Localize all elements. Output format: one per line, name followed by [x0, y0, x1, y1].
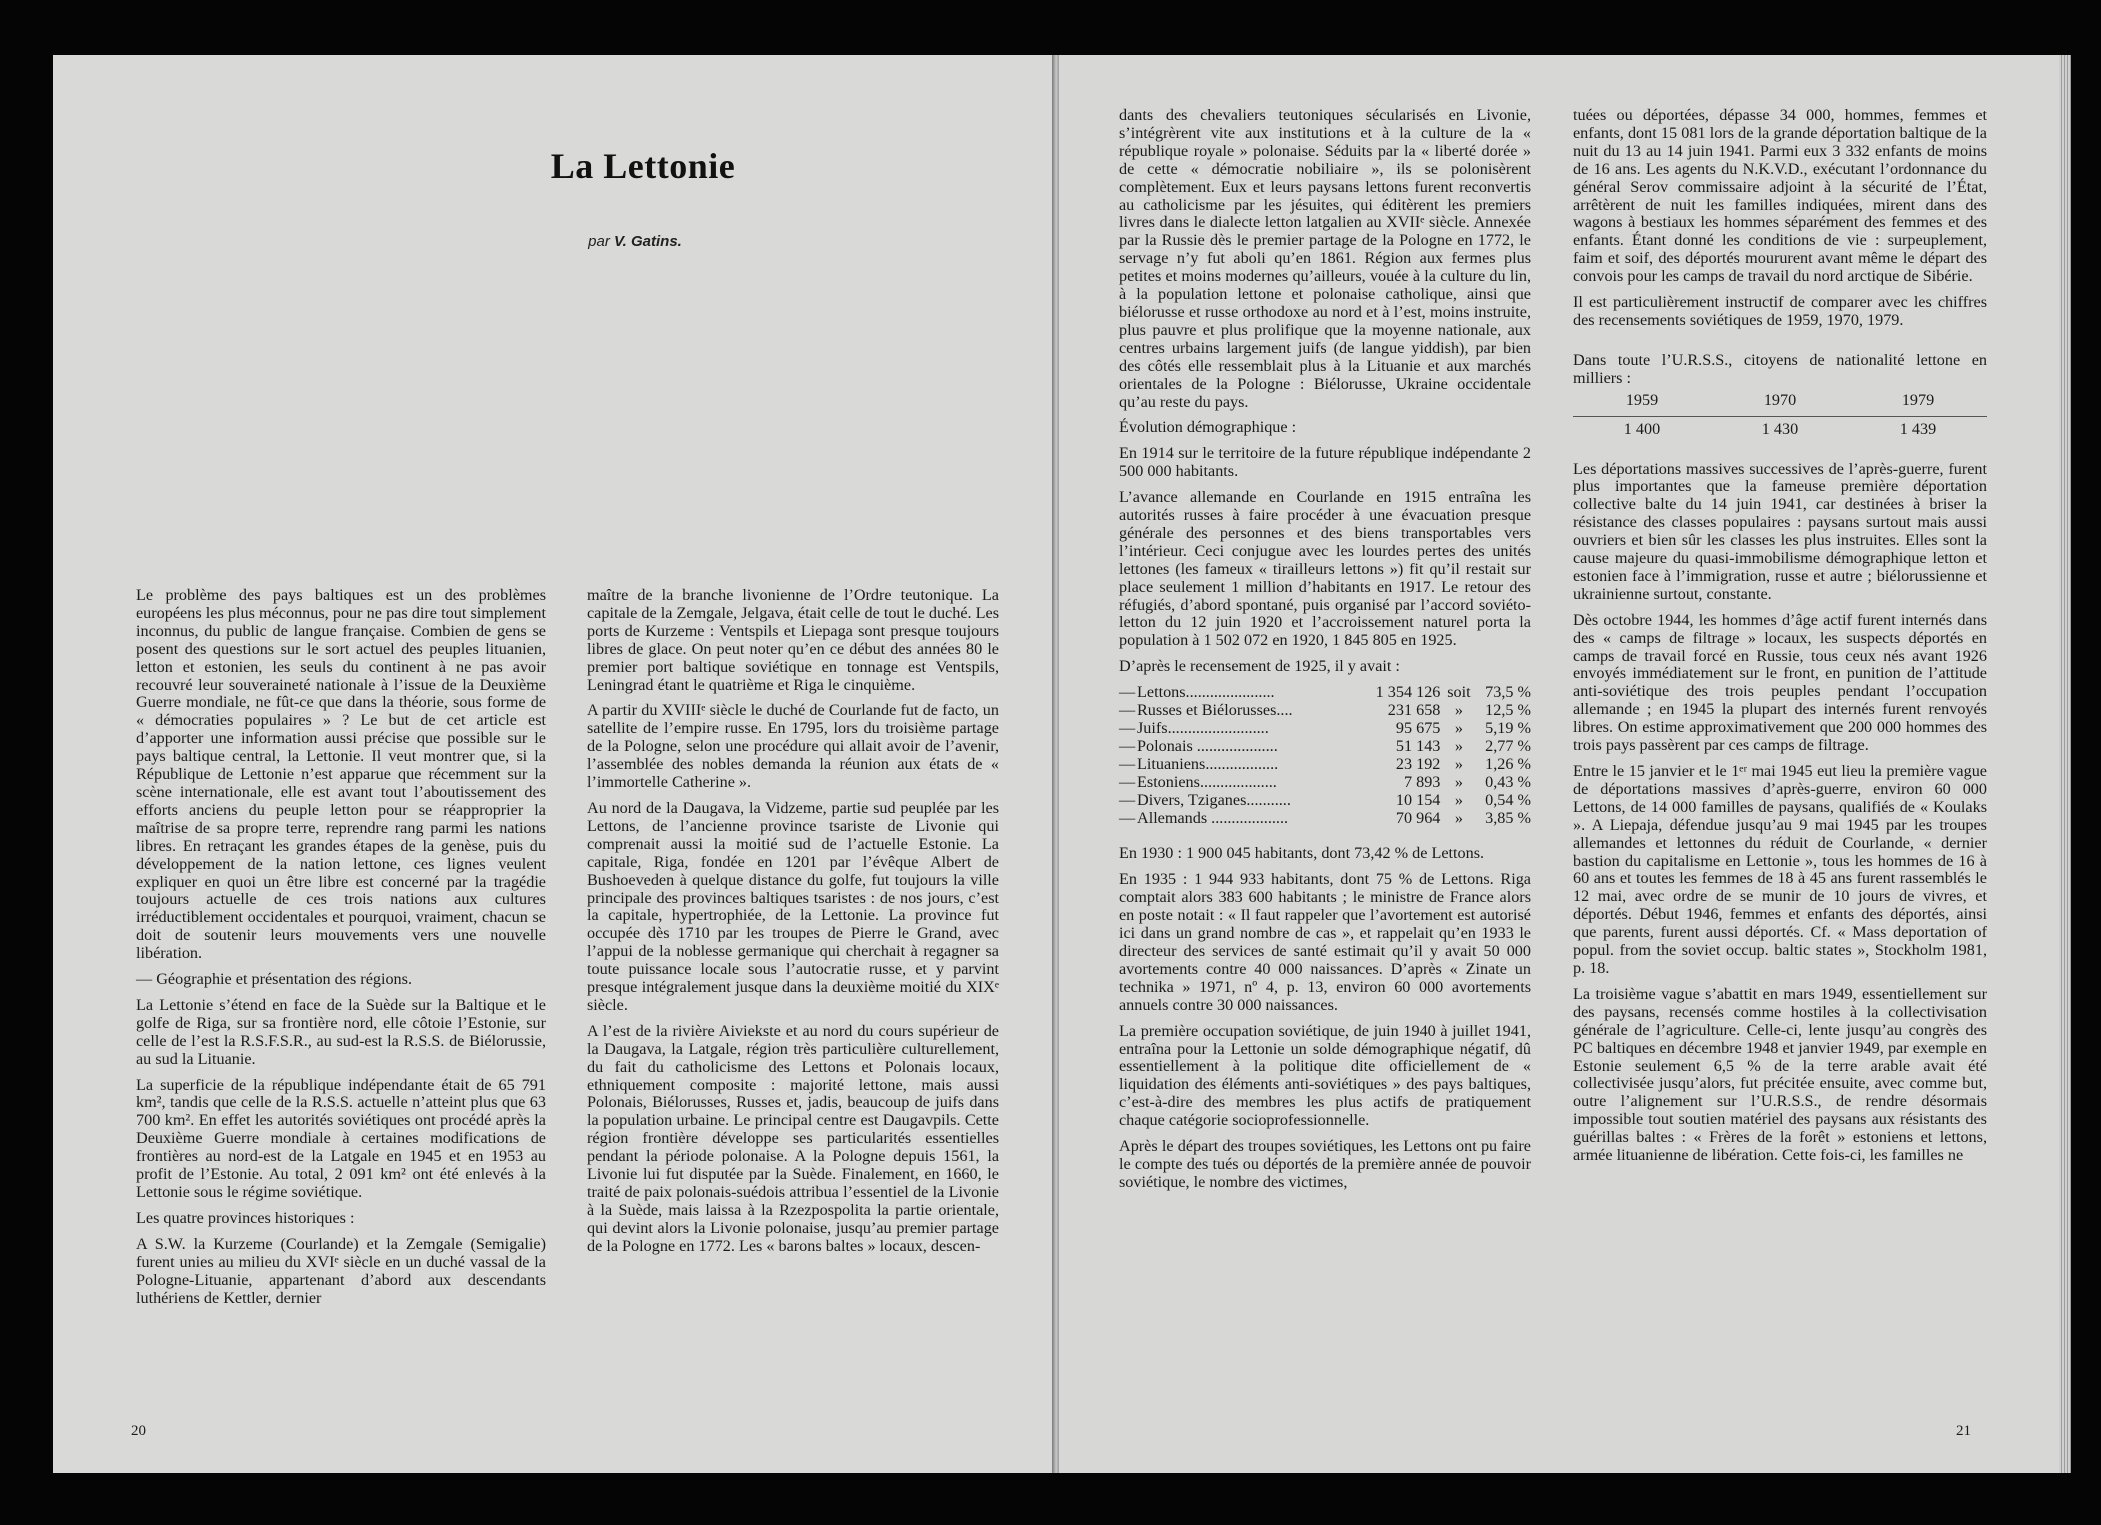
right-column-1	[1119, 107, 1531, 1200]
paragraph: tuées ou déportées, dépasse 34 000, hommes, femmes et enfants, dont 15 081 lors de la grande déportation baltique de la nuit du 13 au 14 juin 1941. Parmi eux 3 332 enfants de moins de 16 ans. Les agents du N.K.V.D., exécutant l’ordonnance du général Serov commissaire adjoint à la sécurité de l’État, arrêtèrent de nuit les familles indiquées, mirent dans des wagons à bestiaux les hommes séparément des femmes et des enfants. Étant donné les conditions de vie : surpeuplement, faim et soif, des déportés moururent avant même le départ des convois pour les camps de travail du nord arctique de Sibérie.	[1573, 106, 1987, 286]
census-label: Lettons......................	[1137, 683, 1275, 702]
value-cell: 1 400	[1623, 419, 1661, 438]
census-soit: soit	[1447, 683, 1471, 702]
paragraph: La troisième vague s’abattit en mars 1949, essentiellement sur des paysans, recensés comme hostiles à la collectivisation générale de l’agriculture. Celle-ci, lente jusqu’au congrès des PC baltiques en décembre 1948 et janvier 1949, par exemple en Estonie seulement 6,5 % de la terre arable avait été collectivisée jusqu’alors, fut précitée ensuite, avec comme but, outre l’alignement sur l’U.R.S.S., de rendre désormais impossible tout soutien matériel des paysans aux résistants des guérillas baltes : « Frères de la forêt » estoniens et lettons, armée lituanienne de libération. Cette fois-ci, les familles ne	[1573, 984, 1987, 1165]
census-row	[1119, 738, 1531, 756]
census-label: Juifs.........................	[1137, 719, 1269, 737]
year-cell: 1979	[1901, 390, 1935, 409]
paragraph: A partir du XVIIIᵉ siècle le duché de Courlande fut de facto, un satellite de l’empire russe. En 1795, lors du troisième partage de la Pologne, selon une procédure qui allait avoir de l’avenir, l’assemblée des nobles demanda la réunion aux états de « l’immortelle Catherine ».	[587, 701, 999, 792]
page-number-left: 20	[131, 1423, 146, 1439]
census-label: Allemands ...................	[1137, 808, 1289, 827]
paragraph: Au nord de la Daugava, la Vidzeme, partie sud peuplée par les Lettons, de l’ancienne province tsariste de Livonie qui comprenait aussi la moitié sud de l’actuelle Estonie. La capitale, Riga, fondée en 1201 par l’évêque Albert de Bushoeveden à quelque distance du golfe, fut toujours la ville principale des provinces baltiques tsaristes : de nos jours, c’est la capitale, hypertrophiée, de la Lettonie. La province fut occupée dès 1710 par les troupes de Pierre le Grand, avec l’appui de la noblesse germanique qui cherchait à regagner sa toute puissance locale sous l’autocratie russe, et y parvint presque intégralement jusque dans la deuxième moitié du XIXᵉ siècle.	[587, 798, 999, 1014]
census-count: 7 893	[1403, 772, 1441, 791]
book-gutter	[1052, 55, 1059, 1473]
right-page	[1059, 55, 2059, 1473]
census-count: 23 192	[1395, 754, 1441, 773]
paragraph: dants des chevaliers teutoniques sécularisés en Livonie, s’intégrèrent vite aux institutions et à la culture de la « république royale » polonaise. Séduits par la « liberté dorée » de cette « démocratie nobiliaire », ils se polonisèrent complètement. Eux et leurs paysans lettons furent reconvertis au catholicisme par les jésuites, qui éditèrent les premiers livres dans le dialecte letton latgalien au XVIIᵉ siècle. Annexée par la Russie dès le premier partage de la Pologne en 1772, le servage n’y fut aboli qu’en 1861. Région aux fermes plus petites et moins modernes qu’ailleurs, vouée à la culture du lin, à la population lettone et polonaise catholique, ainsi que biélorusse et russe orthodoxe au nord et à l’est, moins instruite, plus pauvre et plus prolifique que la moyenne nationale, aux centres urbains largement juifs (de langue yiddish), par bien des côtés elle ressemblait plus à la Lituanie et aux marchés orientales de la Pologne : Biélorusse, Ukraine occidentale qu’au reste du pays.	[1119, 106, 1531, 411]
value-cell: 1 439	[1899, 419, 1937, 438]
census-dash: —	[1119, 683, 1136, 702]
census-row	[1119, 756, 1531, 774]
census-label: Divers, Tziganes...........	[1137, 790, 1291, 809]
census-row	[1119, 720, 1531, 738]
census-dash: —	[1119, 754, 1136, 773]
page-number-right: 21	[1956, 1423, 1971, 1439]
census-intro: D’après le recensement de 1925, il y avait :	[1119, 657, 1400, 676]
paragraph: En 1935 : 1 944 933 habitants, dont 75 % de Lettons. Riga comptait alors 383 600 habitants ; le ministre de France alors en poste notait : « Il faut rappeler que l’avortement est autorisé ici dans un grand nombre de cas », et rappelait qu’en 1933 le directeur des services de santé estimait qu’il y avait 50 000 avortements contre 40 000 naissances. D’après « Zinate un technika » 1971, nº 4, p. 13, environ 60 000 avortements annuels contre 30 000 naissances.	[1119, 870, 1531, 1014]
census-dash: —	[1119, 736, 1136, 755]
value-cell: 1 430	[1761, 419, 1799, 438]
paragraph: La superficie de la république indépendante était de 65 791 km², tandis que celle de la R.S.S. actuelle n’atteint plus que 63 700 km². En effet les autorités soviétiques ont procédé après la Deuxième Guerre mondiale à certaines modifications de frontières au nord-est de la Latgale en 1945 et en 1953 au profit de l’Estonie. Au total, 2 091 km² ont été enlevés à la Lettonie sous le régime soviétique.	[136, 1075, 546, 1201]
census-count: 51 143	[1395, 736, 1441, 755]
census-percent: 3,85 %	[1485, 808, 1531, 827]
paragraph: En 1930 : 1 900 045 habitants, dont 73,42 % de Lettons.	[1119, 844, 1485, 863]
paragraph: Évolution démographique :	[1119, 418, 1297, 437]
census-soit: »	[1454, 719, 1463, 737]
page-edges	[2059, 55, 2071, 1473]
paragraph: Le problème des pays baltiques est un des problèmes européens les plus méconnus, pour ne pas dire tout simplement inconnus, du public de langue française. Combien de gens se posent des questions sur le sort actuel des peuples lituanien, letton et estonien, les seuls du continent à ne pas avoir recouvré leur souveraineté nationale à l’issue de la Deuxième Guerre mondiale, ne fût-ce que dans la théorie, sous forme de « démocraties populaires » ? Le but de cet article est d’apporter une information aussi précise que possible sur le pays baltique central, la Lettonie. Il veut montrer que, si la République de Lettonie n’est apparue que récemment sur la scène internationale, elle est avant tout l’aboutissement des efforts anciens du peuple letton pour se réapproprier la maîtrise de sa propre terre, reprendre rang parmi les nations libres. En retraçant les grandes étapes de la genèse, puis du développement de la nation lettone, ces lignes veulent expliquer en quoi un être libre est concerné par la tragédie toujours actuelle de ces trois nations aux cultures irréductiblement occidentales et pourquoi, vraiment, chacun se doit de soutenir leurs mouvements vers une nouvelle libération.	[136, 586, 546, 963]
census-row	[1119, 810, 1531, 828]
paragraph: Il est particulièrement instructif de comparer avec les chiffres des recensements soviétiques de 1959, 1970, 1979.	[1573, 293, 1987, 329]
census-dash: —	[1119, 790, 1136, 809]
left-column-1	[136, 587, 546, 1315]
census-soit: »	[1454, 736, 1463, 755]
latvian-population-table	[1573, 392, 1987, 439]
byline	[485, 233, 785, 250]
paragraph: La première occupation soviétique, de juin 1940 à juillet 1941, entraîna pour la Lettonie un solde démographique négatif, dû essentiellement à la politique dite officiellement de « liquidation des éléments anti-soviétiques » des pays baltiques, c’est-à-dire des membres les plus actifs de pratiquement chaque catégorie socioprofessionnelle.	[1119, 1021, 1531, 1130]
census-count: 1 354 126	[1375, 683, 1441, 702]
paragraph: Les quatre provinces historiques :	[136, 1208, 355, 1227]
paragraph: Entre le 15 janvier et le 1ᵉʳ mai 1945 eut lieu la première vague de déportations massives d’après-guerre, environ 60 000 Lettons, de 14 000 familles de paysans, qualifiés de « Koulaks ». A Liepaja, défendue jusqu’au 9 mai 1945 par les troupes allemandes et lettonnes du réduit de Courlande, « dernier bastion du capitalisme en Lettonie », tous les hommes de 16 à 60 ans et toutes les femmes de 18 à 45 ans furent rassemblés le 12 mai, avec ordre de se munir de 10 jours de vivres, et déportés. Début 1946, femmes et enfants des déportés, ainsi que parents, furent aussi déportés. Cf. « Mass deportation of popul. from the soviet occup. baltic states », Stockholm 1981, p. 18.	[1573, 762, 1987, 977]
census-dash: —	[1119, 808, 1136, 827]
census-soit: »	[1454, 701, 1463, 720]
census-dash: —	[1119, 772, 1136, 791]
census-soit: »	[1454, 772, 1463, 791]
year-cell: 1970	[1763, 390, 1797, 409]
census-percent: 1,26 %	[1485, 754, 1531, 773]
paragraph: En 1914 sur le territoire de la future république indépendante 2 500 000 habitants.	[1119, 444, 1531, 481]
census-row	[1119, 684, 1531, 702]
paragraph: Après le départ des troupes soviétiques, les Lettons ont pu faire le compte des tués ou déportés de la première année de pouvoir soviétique, le nombre des victimes,	[1119, 1137, 1531, 1191]
byline-prefix: par	[588, 233, 610, 250]
byline-author: V. Gatins.	[614, 233, 682, 250]
census-label: Estoniens...................	[1137, 772, 1277, 791]
latvian-table-caption: Dans toute l’U.R.S.S., citoyens de nationalité lettone en milliers :	[1573, 350, 1987, 387]
census-label: Russes et Biélorusses....	[1137, 701, 1293, 720]
census-label: Polonais ....................	[1137, 736, 1278, 755]
paragraph: maître de la branche livonienne de l’Ordre teutonique. La capitale de la Zemgale, Jelgava, était celle de tout le duché. Les ports de Kurzeme : Ventspils et Liepaga sont presque toujours libres de glace. On peut noter qu’en ce début des années 80 le premier port baltique soviétique en tonnage est Ventspils, Leningrad étant le quatrième et Riga le cinquième.	[587, 586, 999, 694]
census-percent: 5,19 %	[1485, 719, 1531, 737]
census-count: 231 658	[1387, 701, 1441, 720]
census-percent: 0,54 %	[1485, 790, 1531, 809]
census-soit: »	[1454, 754, 1463, 773]
paragraph: — Géographie et présentation des régions.	[136, 970, 413, 989]
census-soit: »	[1454, 808, 1463, 827]
right-column-2	[1573, 107, 1987, 1173]
census-dash: —	[1119, 701, 1136, 720]
census-percent: 12,5 %	[1485, 701, 1531, 720]
census-row	[1119, 702, 1531, 720]
census-percent: 0,43 %	[1485, 772, 1531, 791]
census-percent: 73,5 %	[1485, 683, 1531, 702]
paragraph: Dès octobre 1944, les hommes d’âge actif furent internés dans des « camps de filtrage » locaux, les suspects déportés en camps de travail forcé en Russie, tous ceux nés avant 1926 envoyés immédiatement sur le front, en punition de l’attitude anti-soviétique des trois peuples pendant l’occupation allemande ; en 1945 la plupart des internés furent renvoyés libres. On estime approximativement que 200 000 hommes des trois pays passèrent par ces camps de filtrage.	[1573, 610, 1987, 755]
paragraph: La Lettonie s’étend en face de la Suède sur la Baltique et le golfe de Riga, sur sa frontière nord, elle côtoie l’Estonie, sur celle de l’est la R.S.F.S.R., au sud-est la R.S.S. de Biélorussie, au sud la Lituanie.	[136, 995, 546, 1068]
paragraph: A S.W. la Kurzeme (Courlande) et la Zemgale (Semigalie) furent unies au milieu du XVIᵉ siècle en un duché vassal de la Pologne-Lituanie, appartenant d’abord aux descendants luthériens de Kettler, dernier	[136, 1234, 546, 1307]
census-count: 10 154	[1395, 790, 1441, 809]
year-cell: 1959	[1625, 390, 1659, 409]
paragraph: Les déportations massives successives de l’après-guerre, furent plus importantes que la fameuse première déportation collective balte du 14 juin 1941, car destinées à briser la résistance des classes populaires : paysans surtout mais aussi ouvriers et bien sûr les classes les plus instruites. Elles sont la cause majeure du quasi-immobilisme démographique letton et estonien face à l’immigration, russe et autre ; biélorussienne et ukrainienne surtout, constante.	[1573, 459, 1987, 603]
census-count: 95 675	[1395, 719, 1441, 737]
census-row	[1119, 774, 1531, 792]
census-label: Lituaniens..................	[1137, 754, 1279, 773]
census-row	[1119, 792, 1531, 810]
census-1925-table	[1119, 684, 1531, 827]
census-dash: —	[1119, 719, 1136, 737]
paragraph: L’avance allemande en Courlande en 1915 entraîna les autorités russes à faire procéder à une évacuation presque générale des personnes et des biens transportables vers l’intérieur. Ceci conjugue avec les lourdes pertes des unités lettones (les fameux « tirailleurs lettons ») fit qu’il restait sur place seulement 1 million d’habitants en 1917. Le retour des réfugiés, d’abord spontané, puis organisé par l’accord soviéto-letton du 12 juin 1920 et l’accroissement naturel porta la population à 1 502 072 en 1920, 1 845 805 en 1925.	[1119, 488, 1531, 650]
article-title: La Lettonie	[550, 146, 736, 186]
census-soit: »	[1454, 790, 1463, 809]
paragraph: A l’est de la rivière Aiviekste et au nord du cours supérieur de la Daugava, la Latgale, région très particulière culturellement, du fait du catholicisme des Lettons et Polonais locaux, ethniquement composite : majorité lettone, mais aussi Polonais, Biélorusses, Russes et, jadis, beaucoup de juifs dans la population urbaine. Le principal centre est Daugavpils. Cette région frontière développe ses particularités essentielles pendant la période polonaise. A la Pologne depuis 1561, la Livonie lui fut disputée par la Suède. Finalement, en 1660, le traité de paix polonais-suédois attribua l’essentiel de la Livonie à la Suède, mais laissa à la Rzezpospolita la partie orientale, qui devint alors la Livonie polonaise, jusqu’au premier partage de la Pologne en 1772. Les « barons baltes » locaux, descen-	[587, 1021, 999, 1255]
census-count: 70 964	[1395, 808, 1441, 827]
left-page	[53, 55, 1052, 1473]
left-column-2	[587, 587, 999, 1264]
census-percent: 2,77 %	[1485, 736, 1531, 755]
